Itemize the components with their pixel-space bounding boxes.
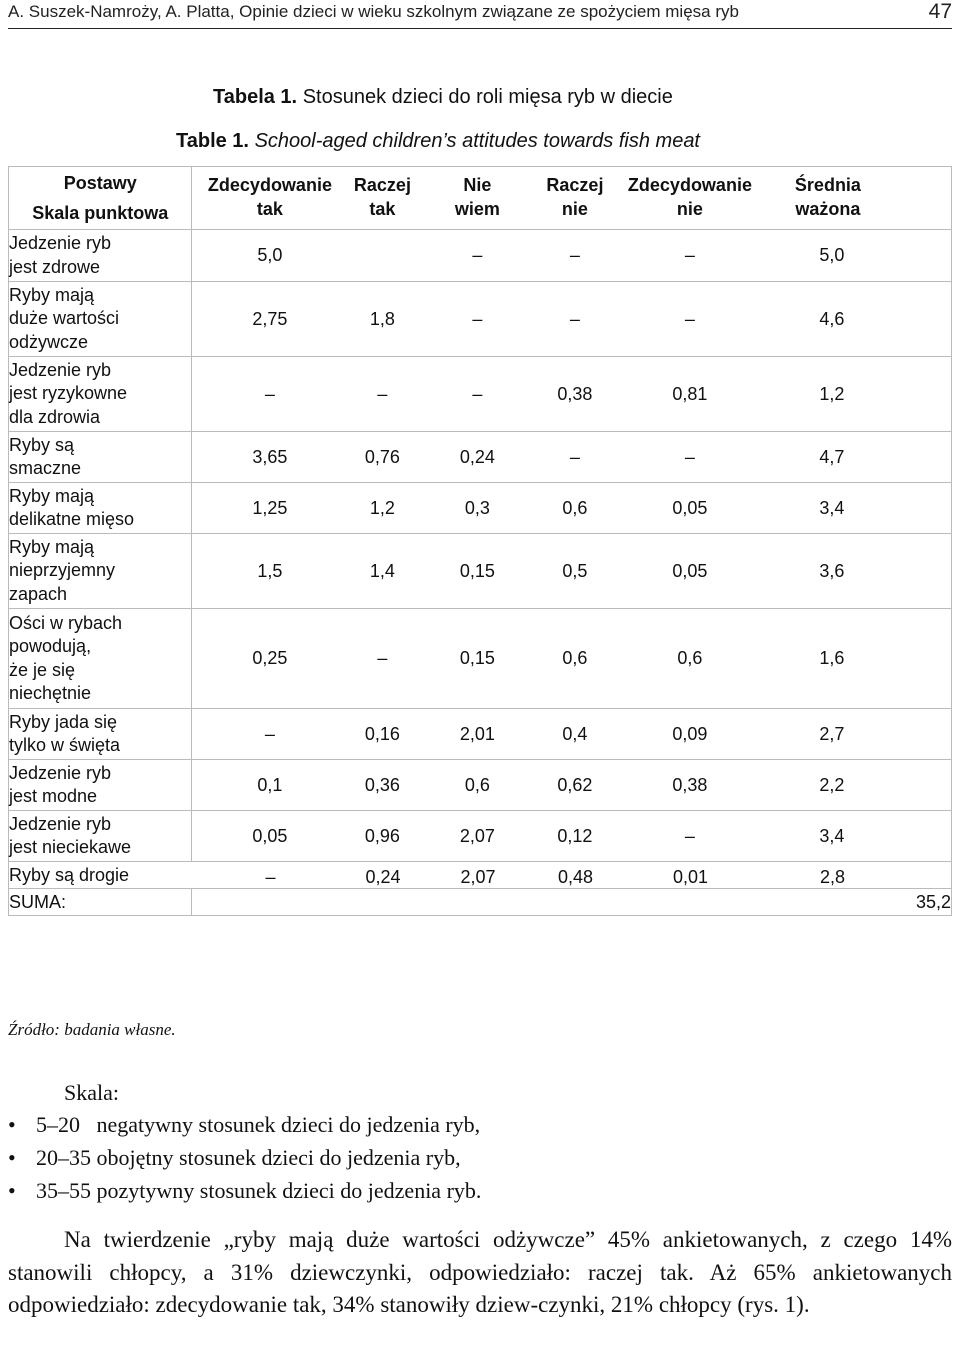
- value-cell: 2,8: [819, 867, 845, 887]
- value-cell: 1,25: [252, 497, 288, 518]
- value-cell: 0,6: [677, 648, 703, 668]
- row-values-cell: [192, 811, 952, 862]
- suma-label: SUMA:: [9, 889, 192, 916]
- header-postawy: Postawy: [63, 173, 137, 193]
- value-cell: 0,15: [459, 560, 495, 581]
- value-cell: 0,38: [672, 774, 708, 795]
- row-values-cell: [192, 230, 952, 282]
- value-cell: –: [472, 245, 483, 265]
- attitudes-table: [8, 166, 952, 916]
- value-cell: 0,05: [672, 497, 708, 518]
- scale-item: [8, 1112, 480, 1138]
- row-label-line: nieprzyjemny: [9, 560, 116, 581]
- row-label-line: Ryby mają: [9, 284, 95, 305]
- value-cell: 0,6: [464, 774, 490, 795]
- row-label-line: tylko w święta: [9, 735, 121, 755]
- value-cell: 1,6: [819, 648, 845, 668]
- source-note: Źródło: badania własne.: [8, 1020, 176, 1039]
- value-cell: 0,3: [464, 497, 490, 518]
- table-row: [9, 811, 952, 862]
- row-label-cell: [9, 282, 192, 357]
- scale-item-text: 35–55 pozytywny stosunek dzieci do jedzenia ryb.: [36, 1178, 482, 1203]
- row-label-cell: [9, 483, 192, 534]
- value-cell: –: [264, 383, 275, 404]
- column-header-line: Zdecydowanie: [207, 175, 332, 195]
- value-cell: 0,4: [562, 723, 588, 744]
- row-label-line: Jedzenie ryb: [9, 762, 112, 783]
- value-cell: –: [569, 446, 580, 467]
- value-cell: –: [684, 245, 695, 265]
- column-header-line: Raczej: [353, 175, 411, 195]
- value-cell: 3,4: [819, 497, 845, 518]
- value-cell: 2,7: [819, 723, 845, 744]
- value-cell: 1,8: [369, 308, 395, 329]
- row-label-line: jest ryzykowne: [9, 383, 128, 404]
- row-label-line: powodują,: [9, 636, 92, 656]
- value-cell: 0,6: [562, 497, 588, 518]
- column-header-line: nie: [676, 199, 703, 219]
- value-cell: 4,7: [819, 446, 845, 467]
- column-header: [347, 173, 417, 221]
- value-cell: –: [264, 723, 275, 744]
- row-values-cell: [192, 609, 952, 709]
- scale-item: [8, 1145, 461, 1171]
- row-label-line: Ryby są: [9, 434, 75, 455]
- value-cell: 0,62: [557, 774, 593, 795]
- row-label-line: delikatne mięso: [9, 509, 135, 529]
- value-cell: 0,5: [562, 560, 588, 581]
- value-cell: 0,24: [365, 867, 401, 887]
- value-cell: 3,65: [252, 446, 288, 467]
- table-row: [9, 862, 952, 889]
- row-values-cell: [192, 760, 952, 811]
- value-cell: 0,12: [557, 825, 593, 846]
- row-label: Ryby są drogie: [9, 864, 130, 885]
- body-paragraph: [8, 1224, 952, 1322]
- running-header-text: A. Suszek-Namroży, A. Platta, Opinie dzieci w wieku szkolnym związane ze spożyciem mięsa ryb: [8, 2, 739, 21]
- value-cell: –: [684, 825, 695, 846]
- row-label-line: duże wartości: [9, 308, 120, 329]
- column-header-line: Raczej: [546, 175, 604, 195]
- value-cell: 3,4: [819, 825, 845, 846]
- table-row: [9, 282, 952, 357]
- value-cell: 0,76: [364, 446, 400, 467]
- value-cell: –: [377, 648, 388, 668]
- column-header: [767, 173, 888, 221]
- suma-row: [9, 889, 952, 916]
- value-cell: –: [569, 308, 580, 329]
- value-cell: 2,75: [252, 308, 288, 329]
- column-header-line: Nie: [463, 175, 492, 195]
- suma-value: 35,2: [192, 889, 952, 916]
- row-label-cell: [9, 811, 192, 862]
- column-header-line: tak: [369, 199, 396, 219]
- row-label-cell: [9, 534, 192, 609]
- value-cell: –: [377, 383, 388, 404]
- row-values-cell: [192, 282, 952, 357]
- column-header: [537, 173, 612, 221]
- table-row: [9, 230, 952, 282]
- row-label-cell: [9, 709, 192, 760]
- caption-polish-text: Stosunek dzieci do roli mięsa ryb w diecie: [302, 86, 673, 108]
- table-row: [9, 357, 952, 432]
- table-row: [9, 483, 952, 534]
- row-label-line: zapach: [9, 583, 68, 604]
- caption-english: [176, 130, 700, 153]
- bullet-icon: •: [8, 1145, 16, 1170]
- scale-item-text: 5–20 negatywny stosunek dzieci do jedzenia ryb,: [36, 1112, 481, 1137]
- row-label-line: niechętnie: [9, 683, 92, 703]
- row-label-cell: [9, 230, 192, 282]
- scale-item: [8, 1178, 481, 1204]
- caption-polish-label: Tabela 1.: [213, 86, 298, 108]
- table-row: [9, 534, 952, 609]
- row-label-cell: [9, 432, 192, 483]
- value-cell: 4,6: [819, 308, 845, 329]
- caption-polish: [213, 86, 673, 109]
- value-cell: –: [569, 245, 580, 265]
- value-cell: 0,48: [557, 867, 594, 887]
- column-header-line: Średnia: [794, 175, 861, 195]
- row-label-line: że je się: [9, 659, 76, 680]
- row-label-cell: [9, 609, 192, 709]
- scale-item-text: 20–35 obojętny stosunek dzieci do jedzenia ryb,: [36, 1145, 461, 1170]
- bullet-icon: •: [8, 1178, 16, 1203]
- value-cell: 0,6: [562, 648, 588, 668]
- body-paragraph-text: Na twierdzenie „ryby mają duże wartości odżywcze” 45% ankietowanych, z czego 14% stanowili chłopcy, a 31% dziewczynki, odpowiedziało: raczej tak. Aż 65% ankietowanych odpowiedziało: zdecydowanie tak, 34% stanowiły dziew-czynki, 21% chłopcy (rys. 1).: [8, 1227, 952, 1317]
- value-cell: –: [265, 867, 276, 887]
- row-label-line: Ości w rybach: [9, 612, 123, 633]
- table-row: [9, 609, 952, 709]
- value-cell: –: [472, 308, 483, 329]
- value-cell: 0,01: [672, 867, 709, 887]
- row-label-line: jest modne: [9, 786, 98, 806]
- caption-english-text: School-aged children’s attitudes towards fish meat: [254, 130, 700, 152]
- value-cell: –: [472, 383, 483, 404]
- value-cell: 0,81: [672, 383, 708, 404]
- bullet-icon: •: [8, 1112, 16, 1137]
- row-label-line: jest zdrowe: [9, 256, 101, 277]
- row-label-line: Jedzenie ryb: [9, 813, 112, 834]
- table-row: [9, 432, 952, 483]
- row-label-line: Jedzenie ryb: [9, 233, 112, 253]
- value-cell: 0,38: [557, 383, 593, 404]
- row-values-cell: [192, 357, 952, 432]
- row-label-cell: [9, 357, 192, 432]
- value-cell: 0,36: [364, 774, 400, 795]
- column-header: [612, 173, 767, 221]
- header-columns: [192, 167, 952, 230]
- column-header-line: wiem: [454, 199, 500, 219]
- row-label-cell: [9, 760, 192, 811]
- row-values-cell: [192, 483, 952, 534]
- value-cell: 2,01: [459, 723, 495, 744]
- scale-title: Skala:: [64, 1080, 119, 1105]
- row-label-line: jest nieciekawe: [9, 837, 132, 857]
- row-values-cell: [192, 709, 952, 760]
- column-header: [192, 173, 347, 221]
- page-number: 47: [928, 0, 952, 23]
- value-cell: 0,09: [672, 723, 708, 744]
- table-row: [9, 760, 952, 811]
- value-cell: 2,07: [460, 867, 496, 887]
- value-cell: 2,2: [819, 774, 845, 795]
- running-header: [8, 0, 952, 29]
- value-cell: 1,2: [369, 497, 395, 518]
- row-label-line: smaczne: [9, 458, 82, 478]
- value-cell: [347, 245, 417, 266]
- value-cell: 5,0: [819, 245, 845, 265]
- value-cell: 0,24: [459, 446, 495, 467]
- row-values-cell: [192, 432, 952, 483]
- column-header-line: ważona: [795, 199, 861, 219]
- row-label-line: Jedzenie ryb: [9, 359, 112, 380]
- value-cell: 1,4: [369, 560, 395, 581]
- column-header: [417, 173, 537, 221]
- value-cell: 3,6: [819, 560, 845, 581]
- row-label-line: dla zdrowia: [9, 406, 101, 427]
- value-cell: –: [684, 446, 695, 467]
- value-cell: 0,1: [257, 774, 283, 795]
- header-left-cell: [9, 167, 192, 230]
- value-cell: 0,25: [252, 648, 288, 668]
- value-cell: 0,05: [252, 825, 288, 846]
- value-cell: 0,96: [364, 825, 400, 846]
- value-cell: 2,07: [459, 825, 495, 846]
- column-header-line: Zdecydowanie: [627, 175, 752, 195]
- value-cell: 1,2: [819, 383, 845, 404]
- column-header-line: nie: [561, 199, 588, 219]
- row-label-line: Ryby mają: [9, 536, 95, 557]
- value-cell: 5,0: [257, 245, 283, 265]
- column-header-line: tak: [256, 199, 283, 219]
- row-label-line: odżywcze: [9, 331, 89, 352]
- header-skala: Skala punktowa: [32, 203, 169, 223]
- table-row: [9, 709, 952, 760]
- value-cell: –: [684, 308, 695, 329]
- row-label-line: Ryby mają: [9, 485, 95, 506]
- value-cell: 0,16: [364, 723, 400, 744]
- value-cell: 0,15: [459, 648, 495, 668]
- header-row: [9, 167, 952, 230]
- caption-english-label: Table 1.: [176, 130, 249, 152]
- value-cell: 0,05: [672, 560, 708, 581]
- row-label-line: Ryby jada się: [9, 711, 118, 732]
- row-values-cell: [192, 534, 952, 609]
- value-cell: 1,5: [257, 560, 283, 581]
- row-inline-cell: [9, 862, 952, 889]
